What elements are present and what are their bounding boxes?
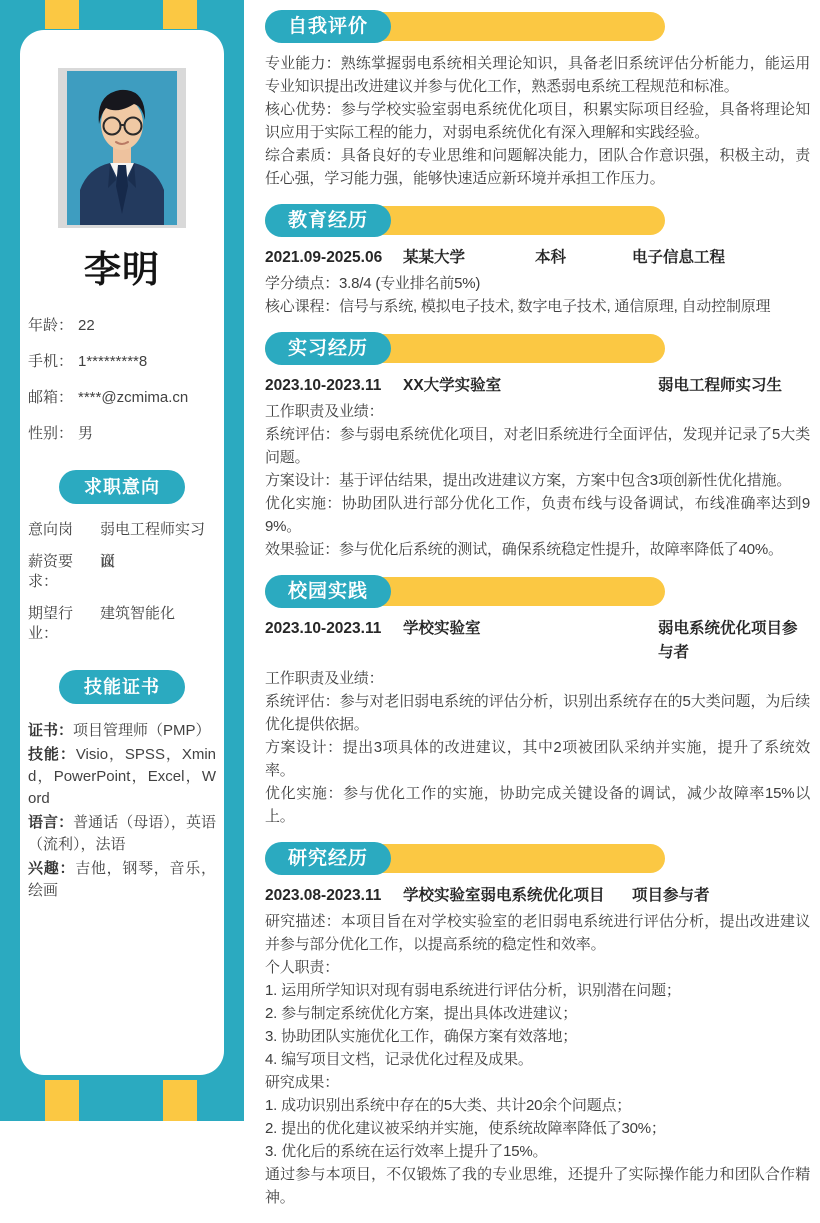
section-body [265,272,810,318]
info-label: 邮箱： [28,388,78,408]
job-intent-list [28,520,216,644]
body-paragraph: 3. 优化后的系统在运行效率上提升了15%。 [265,1140,810,1163]
internship-dates: 2023.10-2023.11 [265,374,403,398]
job-intent-header [28,470,216,504]
body-paragraph: 1. 运用所学知识对现有弱电系统进行评估分析，识别潜在问题； [265,979,810,1002]
research-dates: 2023.08-2023.11 [265,884,403,908]
skills-row [28,812,216,856]
campus-row [265,617,810,665]
body-paragraph: 2. 提出的优化建议被采纳并实施，使系统故障率降低了30%； [265,1117,810,1140]
decor-stripe-top-right [163,0,197,29]
body-paragraph: 3. 协助团队实施优化工作，确保方案有效落地； [265,1025,810,1048]
decor-stripe-bottom-right [163,1080,197,1121]
candidate-name: 李明 [28,248,216,292]
section-header [265,575,810,608]
skills-row [28,858,216,902]
body-paragraph: 优化实施：参与优化工作的实施，协助完成关键设备的调试，减少故障率15%以上。 [265,782,810,828]
education-dates: 2021.09-2025.06 [265,246,403,270]
info-value: 1*********8 [78,352,147,372]
section-body [265,667,810,828]
section-campus-practice [265,575,810,828]
skill-label: 兴趣： [28,860,75,877]
skill-label: 证书： [28,722,73,739]
education-school: 某某大学 [403,246,535,270]
body-paragraph: 核心课程：信号与系统, 模拟电子技术, 数字电子技术, 通信原理, 自动控制原理 [265,295,810,318]
internship-org: XX大学实验室 [403,374,658,398]
section-header [265,842,810,875]
section-body [265,52,810,190]
info-value: 男 [78,424,93,444]
skill-value: 普通话（母语），英语（流利），法语 [28,814,216,853]
resume-main [265,10,810,1223]
body-paragraph: 学分绩点：3.8/4 (专业排名前5%) [265,272,810,295]
campus-title: 弱电系统优化项目参与者 [658,617,810,665]
body-paragraph: 2. 参与制定系统优化方案，提出具体改进建议； [265,1002,810,1025]
body-paragraph: 个人职责： [265,956,810,979]
profile-card [20,30,224,1075]
portrait-photo [58,68,186,228]
intent-row-industry [28,604,216,644]
intent-label: 意向岗 [28,520,100,540]
section-title-pill: 自我评价 [265,10,391,43]
section-body [265,910,810,1209]
personal-info-row [28,388,216,408]
body-paragraph: 工作职责及业绩： [265,400,810,423]
personal-info-list [28,316,216,444]
section-self-evaluation [265,10,810,190]
campus-org: 学校实验室 [403,617,658,665]
info-value: ****@zcmima.cn [78,388,188,408]
body-paragraph: 工作职责及业绩： [265,667,810,690]
intent-row-position [28,520,216,540]
section-header [265,10,810,43]
section-title-pill: 校园实践 [265,575,391,608]
body-paragraph: 研究成果： [265,1071,810,1094]
body-paragraph: 效果验证：参与优化后系统的测试，确保系统稳定性提升，故障率降低了40%。 [265,538,810,561]
body-paragraph: 研究描述：本项目旨在对学校实验室的老旧弱电系统进行评估分析，提出改进建议并参与部分优化工作，以提高系统的稳定性和效率。 [265,910,810,956]
skill-label: 技能： [28,746,76,763]
skills-header [28,670,216,704]
research-row [265,884,810,908]
section-title-pill: 教育经历 [265,204,391,237]
section-title-pill: 研究经历 [265,842,391,875]
skill-value: 项目管理师（PMP） [73,722,211,739]
sidebar-panel [0,0,244,1121]
info-label: 性别： [28,424,78,444]
skills-pill: 技能证书 [59,670,185,704]
body-paragraph: 综合素质：具备良好的专业思维和问题解决能力，团队合作意识强，积极主动，责任心强，学习能力强，能够快速适应新环境并承担工作压力。 [265,144,810,190]
research-role: 项目参与者 [632,884,810,908]
body-paragraph: 方案设计：提出3项具体的改进建议，其中2项被团队采纳并实施，提升了系统效率。 [265,736,810,782]
body-paragraph: 核心优势：参与学校实验室弱电系统优化项目，积累实际项目经验，具备将理论知识应用于实际工程的能力，对弱电系统优化有深入理解和实践经验。 [265,98,810,144]
skills-list [28,720,216,902]
body-paragraph: 专业能力：熟练掌握弱电系统相关理论知识，具备老旧系统评估分析能力，能运用专业知识提出改进建议并参与优化工作，熟悉弱电系统工程规范和标准。 [265,52,810,98]
research-project: 学校实验室弱电系统优化项目 [403,884,632,908]
decor-stripe-bottom-left [45,1080,79,1121]
section-header [265,332,810,365]
section-internship [265,332,810,561]
body-paragraph: 系统评估：参与对老旧弱电系统的评估分析，识别出系统存在的5大类问题，为后续优化提供依据。 [265,690,810,736]
body-paragraph: 4. 编写项目文档，记录优化过程及成果。 [265,1048,810,1071]
internship-title: 弱电工程师实习生 [658,374,810,398]
skills-row [28,720,216,742]
body-paragraph: 系统评估：参与弱电系统优化项目，对老旧系统进行全面评估，发现并记录了5大类问题。 [265,423,810,469]
section-research [265,842,810,1209]
skill-value: 吉他，钢琴，音乐，绘画 [28,860,216,899]
campus-dates: 2023.10-2023.11 [265,617,403,665]
intent-value: 建筑智能化 [100,604,175,644]
education-row [265,246,810,270]
education-major: 电子信息工程 [632,246,810,270]
intent-label: 薪资要求： [28,552,100,592]
body-paragraph: 通过参与本项目，不仅锻炼了我的专业思维，还提升了实际操作能力和团队合作精神。 [265,1163,810,1209]
education-degree: 本科 [535,246,632,270]
info-value: 22 [78,316,95,336]
body-paragraph: 优化实施：协助团队进行部分优化工作，负责布线与设备调试，布线准确率达到99%。 [265,492,810,538]
personal-info-row [28,424,216,444]
intent-value: 弱电工程师实习 [100,520,205,540]
section-body [265,400,810,561]
section-header [265,204,810,237]
internship-row [265,374,810,398]
info-label: 手机： [28,352,78,372]
skills-row [28,744,216,810]
skill-label: 语言： [28,814,73,831]
section-education [265,204,810,318]
body-paragraph: 方案设计：基于评估结果，提出改进建议方案，方案中包含3项创新性优化措施。 [265,469,810,492]
personal-info-row [28,316,216,336]
intent-label: 期望行业： [28,604,100,644]
intent-row-salary [28,552,216,592]
section-title-pill: 实习经历 [265,332,391,365]
info-label: 年龄： [28,316,78,336]
body-paragraph: 1. 成功识别出系统中存在的5大类、共计20余个问题点； [265,1094,810,1117]
skill-value: Visio，SPSS，Xmind，PowerPoint，Excel，Word [28,746,216,807]
decor-stripe-top-left [45,0,79,29]
job-intent-pill: 求职意向 [59,470,185,504]
personal-info-row [28,352,216,372]
